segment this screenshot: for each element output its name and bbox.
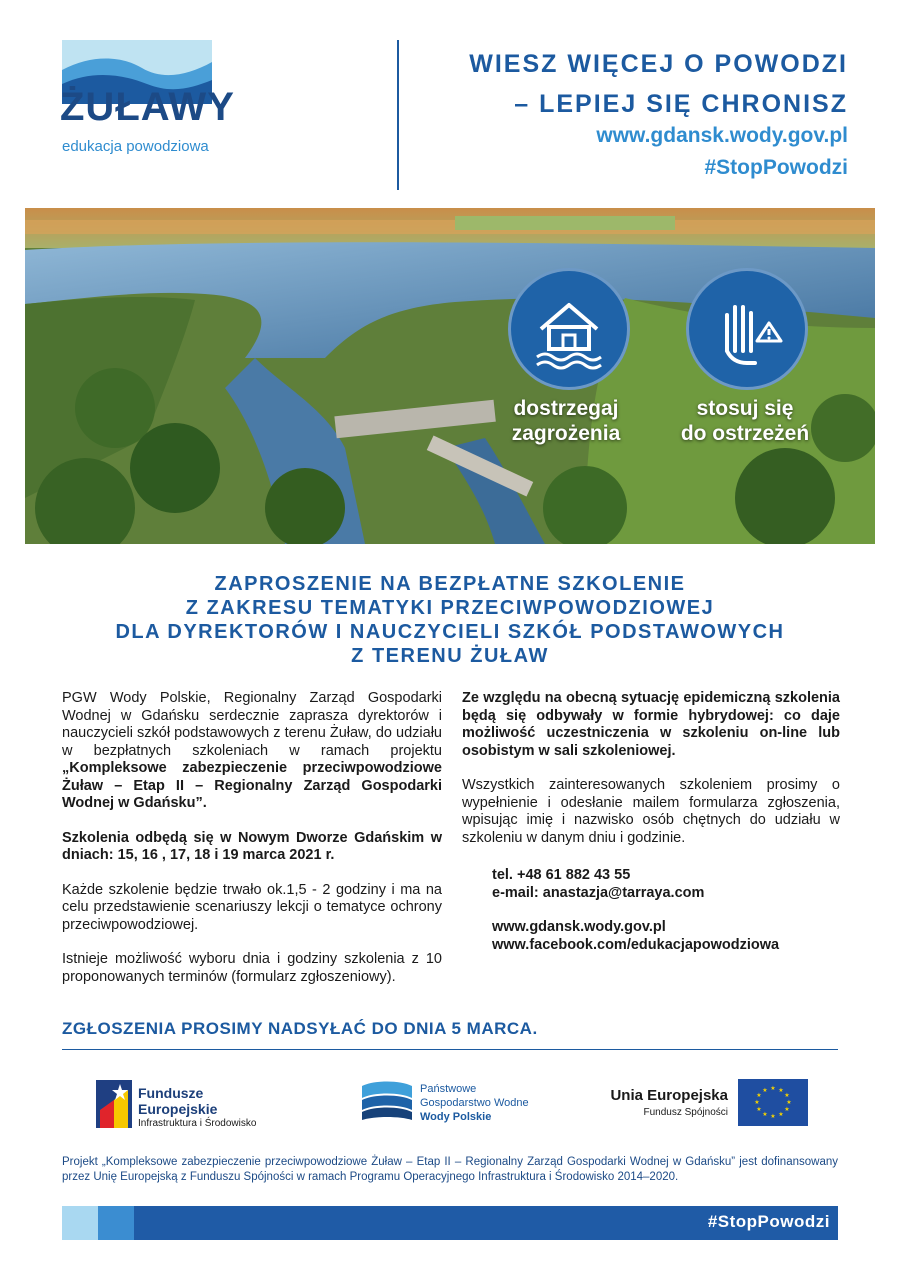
intro-paragraph: [62, 690, 442, 813]
schedule-paragraph: Istnieje możliwość wyboru dnia i godziny szkolenia z 10 proponowanych terminów (formularz zgłoszeniowy).: [62, 951, 442, 985]
badge2-line2: do ostrzeżeń: [680, 422, 810, 445]
contact-facebook[interactable]: www.facebook.com/edukacjapowodziowa: [492, 936, 780, 953]
house-flood-icon: [511, 271, 627, 387]
footer-bar-light: [62, 1206, 98, 1240]
funding-note: Projekt „Kompleksowe zabezpieczenie przeciwpowodziowe Żuław – Etap II – Regionalny Zarząd Gospodarki Wodnej w Gdańsku” jest dofinansowany przez Unię Europejską z Funduszu Spójności w ramach Programu Operacyjnego Infrastruktura i Środowisko 2014–2020.: [62, 1156, 838, 1183]
svg-text:★: ★: [778, 1111, 784, 1118]
project-name: „Kompleksowe zabezpieczenie przeciwpowodziowe Żuław – Etap II – Regionalny Zarząd Gospodarki Wodnej w Gdańsku”.: [62, 760, 442, 811]
badge1-line1: dostrzegaj: [513, 397, 619, 420]
svg-text:★: ★: [778, 1087, 784, 1094]
svg-text:★: ★: [786, 1099, 792, 1106]
right-column: [462, 690, 840, 954]
badge2-line1: stosuj się: [696, 397, 794, 420]
footer-hashtag: #StopPowodzi: [707, 1212, 830, 1231]
header-hashtag: #StopPowodzi: [704, 156, 848, 179]
contact-block: [492, 867, 840, 954]
section-divider: [62, 1049, 838, 1050]
fe-line1: Fundusze: [138, 1085, 204, 1101]
fe-logo-text: [138, 1085, 256, 1131]
pgw-line1: Państwowe: [420, 1083, 477, 1095]
left-column: [62, 690, 442, 1003]
headline: [469, 44, 848, 124]
headline-line1: WIESZ WIĘCEJ O POWODZI: [469, 50, 848, 78]
duration-paragraph: Każde szkolenie będzie trwało ok.1,5 - 2 godziny i ma na celu przedstawienie scenariuszy lekcji o tematyce ochrony przeciwpowodziowej.: [62, 881, 442, 933]
hybrid-paragraph: Ze względu na obecną sytuację epidemiczną szkolenia będą się odbywały w formie hybrydowej: co daje możliwość uczestniczenia w szkoleniu on-line lub osobistym w sali szkoleniowej.: [462, 690, 840, 759]
deadline-notice: ZGŁOSZENIA PROSIMY NADSYŁAĆ DO DNIA 5 MARCA.: [62, 1019, 538, 1038]
pgw-line2: Gospodarstwo Wodne: [420, 1097, 529, 1109]
pgw-wave-icon: [360, 1080, 414, 1124]
svg-text:★: ★: [762, 1111, 768, 1118]
hand-warning-icon: [689, 271, 805, 387]
fe-line2: Europejskie: [138, 1101, 218, 1117]
contact-web[interactable]: www.gdansk.wody.gov.pl: [492, 919, 666, 935]
dates-paragraph: Szkolenia odbędą się w Nowym Dworze Gdańskim w dniach: 15, 16 , 17, 18 i 19 marca 2021 r.: [62, 829, 442, 863]
svg-text:★: ★: [754, 1099, 760, 1106]
headline-line2: – LEPIEJ SIĘ CHRONISZ: [514, 90, 848, 118]
svg-text:★: ★: [762, 1087, 768, 1094]
eu-line2: Fundusz Spójności: [643, 1107, 728, 1118]
eu-flag-icon: [738, 1079, 808, 1126]
badge2-caption: [665, 396, 825, 446]
invitation-line3: DLA DYREKTORÓW I NAUCZYCIELI SZKÓŁ PODSTAWOWYCH: [115, 621, 785, 643]
warning-hand-badge: [686, 268, 808, 390]
svg-text:★: ★: [784, 1106, 790, 1113]
header-url[interactable]: www.gdansk.wody.gov.pl: [596, 124, 848, 147]
invitation-title: [0, 572, 900, 668]
contact-email[interactable]: e-mail: anastazja@tarraya.com: [492, 884, 705, 901]
svg-text:★: ★: [756, 1092, 762, 1099]
logo-title: ŻUŁAWY: [60, 85, 235, 129]
contact-phone[interactable]: tel. +48 61 882 43 55: [492, 867, 631, 883]
fe-logo: [96, 1080, 132, 1133]
invitation-line4: Z TERENU ŻUŁAW: [351, 645, 549, 667]
pgw-logo: [360, 1080, 414, 1129]
svg-text:★: ★: [784, 1092, 790, 1099]
header-divider: [397, 40, 399, 190]
flood-house-badge: [508, 268, 630, 390]
registration-paragraph: Wszystkich zainteresowanych szkoleniem prosimy o wypełnienie i odesłanie mailem formularza zgłoszenia, wpisując imię i nazwisko osób chętnych do udziału w szkoleniu w danym dniu i godzinie.: [462, 777, 840, 846]
intro-text: PGW Wody Polskie, Regionalny Zarząd Gospodarki Wodnej w Gdańsku serdecznie zaprasza dyrektorów i nauczycieli szkół podstawowych z terenu Żuław, do udziału w bezpłatnych szkoleniach w ramach projektu: [62, 690, 442, 759]
fe-line3: Infrastruktura i Środowisko: [138, 1118, 257, 1129]
eu-logo-text: [604, 1087, 728, 1121]
pgw-logo-text: [420, 1082, 529, 1124]
badge1-caption: [493, 396, 639, 446]
aerial-river-photo: [25, 208, 875, 544]
fe-star-icon: [96, 1080, 132, 1128]
svg-text:★: ★: [756, 1106, 762, 1113]
logo-subtitle: edukacja powodziowa: [62, 138, 209, 155]
footer-bar-mid: [98, 1206, 134, 1240]
invitation-line2: Z ZAKRESU TEMATYKI PRZECIWPOWODZIOWEJ: [185, 597, 715, 619]
eu-line1: Unia Europejska: [610, 1087, 728, 1104]
badge1-line2: zagrożenia: [511, 422, 621, 445]
svg-text:★: ★: [770, 1113, 776, 1120]
pgw-line3: Wody Polskie: [420, 1111, 492, 1123]
svg-text:★: ★: [770, 1085, 776, 1092]
invitation-line1: ZAPROSZENIE NA BEZPŁATNE SZKOLENIE: [214, 573, 686, 595]
